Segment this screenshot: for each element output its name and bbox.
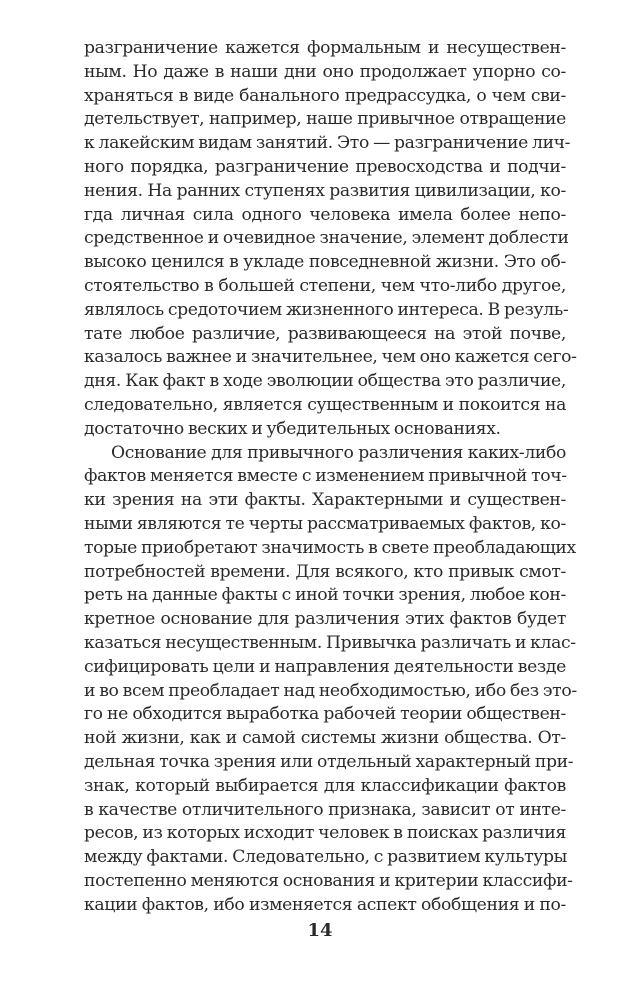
text-line: фактов меняется вместе с изменением привычной точ- xyxy=(84,466,567,487)
text-line: ного порядка, разграничение превосходства и подчи- xyxy=(84,156,566,177)
text-line: ки зрения на эти факты. Характерными и существен- xyxy=(84,490,566,511)
text-line: ной жизни, как и самой системы жизни общества. От- xyxy=(84,728,566,749)
text-line: тате любое различие, развивающееся на этой почве, xyxy=(84,323,566,344)
text-line: детельствует, например, наше привычное отвращение xyxy=(84,109,566,130)
text-line: являлось средоточием жизненного интереса. В резуль- xyxy=(84,299,569,320)
text-line: достаточно веских и убедительных основаниях. xyxy=(84,418,501,439)
text-line: гда личная сила одного человека имела более непо- xyxy=(84,204,566,225)
text-line: высоко ценился в укладе повседневной жизни. Это об- xyxy=(84,252,566,273)
text-line: ным. Но даже в наши дни оно продолжает упорно со- xyxy=(84,61,566,82)
text-line: между фактами. Следовательно, с развитием культуры xyxy=(84,847,567,868)
text-line: храняться в виде банального предрассудка, о чем сви- xyxy=(84,85,566,106)
text-line: Основание для привычного различения каких-либо xyxy=(111,442,566,463)
text-line: торые приобретают значимость в свете преобладающих xyxy=(84,537,576,558)
page-body-text xyxy=(84,37,577,917)
text-line: и во всем преобладает над необходимостью, ибо без это- xyxy=(84,680,577,701)
text-line: казалось важнее и значительнее, чем оно кажется сего- xyxy=(84,347,577,368)
text-line: стоятельство в большей степени, чем что-либо другое, xyxy=(84,275,566,296)
text-line: дельная точка зрения или отдельный характерный при- xyxy=(84,751,574,772)
text-line: сифицировать цели и направления деятельности везде xyxy=(84,656,566,677)
text-line: кретное основание для различения этих фактов будет xyxy=(84,609,566,630)
paragraph xyxy=(84,37,577,442)
text-line: дня. Как факт в ходе эволюции общества это различие, xyxy=(84,371,566,392)
text-line: к лакейским видам занятий. Это — разграничение лич- xyxy=(84,133,571,154)
text-line: знак, который выбирается для классификации фактов xyxy=(84,775,566,796)
text-line: ресов, из которых исходит человек в поисках различия xyxy=(84,823,566,844)
text-line: кации фактов, ибо изменяется аспект обобщения и по- xyxy=(84,894,566,915)
text-line: постепенно меняются основания и критерии классифи- xyxy=(84,870,573,891)
text-line: реть на данные факты с иной точки зрения, любое кон- xyxy=(84,585,566,606)
page-number: 14 xyxy=(307,920,333,941)
text-line: средственное и очевидное значение, элемент доблести xyxy=(84,228,569,249)
text-line: следовательно, является существенным и покоится на xyxy=(84,394,566,415)
text-line: разграничение кажется формальным и несуществен- xyxy=(84,38,566,58)
text-line: потребностей времени. Для всякого, кто привык смот- xyxy=(84,561,566,582)
text-line: в качестве отличительного признака, зависит от инте- xyxy=(84,799,566,820)
paragraph xyxy=(84,442,577,918)
text-line: нения. На ранних ступенях развития цивилизации, ко- xyxy=(84,180,566,201)
text-line: го не обходится выработка рабочей теории обществен- xyxy=(84,704,566,725)
text-line: казаться несущественным. Привычка различать и клас- xyxy=(84,632,576,653)
text-line: ными являются те черты рассматриваемых фактов, ко- xyxy=(84,513,566,534)
